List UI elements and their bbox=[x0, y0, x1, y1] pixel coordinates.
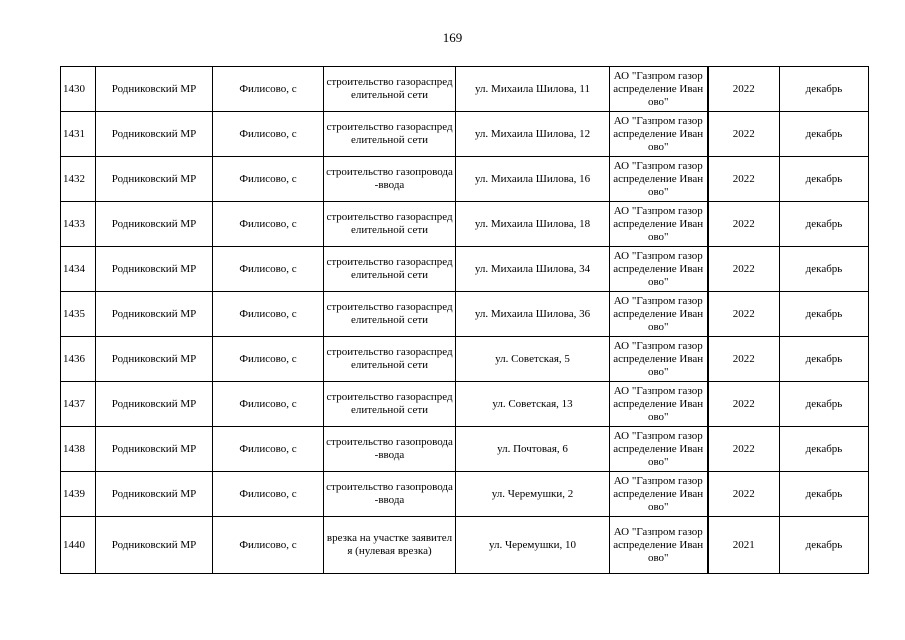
locality-cell: Филисово, с bbox=[213, 382, 324, 427]
month-cell: декабрь bbox=[780, 382, 869, 427]
table-row bbox=[61, 337, 869, 382]
district-cell: Родниковский МР bbox=[96, 157, 213, 202]
district-cell: Родниковский МР bbox=[96, 202, 213, 247]
table-row bbox=[61, 382, 869, 427]
address-cell: ул. Почтовая, 6 bbox=[456, 427, 610, 472]
row-number: 1430 bbox=[61, 67, 96, 112]
row-number: 1432 bbox=[61, 157, 96, 202]
month-cell: декабрь bbox=[780, 247, 869, 292]
month-cell: декабрь bbox=[780, 292, 869, 337]
month-cell: декабрь bbox=[780, 427, 869, 472]
table-row bbox=[61, 157, 869, 202]
row-number: 1437 bbox=[61, 382, 96, 427]
district-cell: Родниковский МР bbox=[96, 67, 213, 112]
year-cell: 2022 bbox=[708, 112, 780, 157]
district-cell: Родниковский МР bbox=[96, 337, 213, 382]
year-cell: 2022 bbox=[708, 157, 780, 202]
year-cell: 2022 bbox=[708, 247, 780, 292]
work-type-cell: врезка на участке заявителя (нулевая врезка) bbox=[324, 517, 456, 574]
address-cell: ул. Советская, 5 bbox=[456, 337, 610, 382]
locality-cell: Филисово, с bbox=[213, 112, 324, 157]
organization-cell: АО "Газпром газораспределение Иваново" bbox=[610, 427, 708, 472]
row-number: 1435 bbox=[61, 292, 96, 337]
address-cell: ул. Михаила Шилова, 34 bbox=[456, 247, 610, 292]
year-cell: 2022 bbox=[708, 337, 780, 382]
row-number: 1434 bbox=[61, 247, 96, 292]
row-number: 1436 bbox=[61, 337, 96, 382]
work-type-cell: строительство газораспределительной сети bbox=[324, 247, 456, 292]
locality-cell: Филисово, с bbox=[213, 67, 324, 112]
work-type-cell: строительство газораспределительной сети bbox=[324, 292, 456, 337]
locality-cell: Филисово, с bbox=[213, 202, 324, 247]
district-cell: Родниковский МР bbox=[96, 427, 213, 472]
table-row bbox=[61, 427, 869, 472]
year-cell: 2022 bbox=[708, 202, 780, 247]
year-cell: 2022 bbox=[708, 427, 780, 472]
organization-cell: АО "Газпром газораспределение Иваново" bbox=[610, 112, 708, 157]
organization-cell: АО "Газпром газораспределение Иваново" bbox=[610, 157, 708, 202]
year-cell: 2022 bbox=[708, 292, 780, 337]
locality-cell: Филисово, с bbox=[213, 157, 324, 202]
year-cell: 2022 bbox=[708, 382, 780, 427]
address-cell: ул. Михаила Шилова, 36 bbox=[456, 292, 610, 337]
district-cell: Родниковский МР bbox=[96, 292, 213, 337]
locality-cell: Филисово, с bbox=[213, 247, 324, 292]
work-type-cell: строительство газораспределительной сети bbox=[324, 337, 456, 382]
address-cell: ул. Михаила Шилова, 18 bbox=[456, 202, 610, 247]
year-cell: 2022 bbox=[708, 472, 780, 517]
organization-cell: АО "Газпром газораспределение Иваново" bbox=[610, 247, 708, 292]
table-row bbox=[61, 112, 869, 157]
month-cell: декабрь bbox=[780, 517, 869, 574]
month-cell: декабрь bbox=[780, 67, 869, 112]
work-type-cell: строительство газораспределительной сети bbox=[324, 382, 456, 427]
locality-cell: Филисово, с bbox=[213, 337, 324, 382]
organization-cell: АО "Газпром газораспределение Иваново" bbox=[610, 517, 708, 574]
organization-cell: АО "Газпром газораспределение Иваново" bbox=[610, 202, 708, 247]
row-number: 1431 bbox=[61, 112, 96, 157]
page-number: 169 bbox=[442, 30, 463, 45]
year-cell: 2021 bbox=[708, 517, 780, 574]
organization-cell: АО "Газпром газораспределение Иваново" bbox=[610, 382, 708, 427]
address-cell: ул. Черемушки, 10 bbox=[456, 517, 610, 574]
work-type-cell: строительство газораспределительной сети bbox=[324, 202, 456, 247]
organization-cell: АО "Газпром газораспределение Иваново" bbox=[610, 292, 708, 337]
district-cell: Родниковский МР bbox=[96, 517, 213, 574]
district-cell: Родниковский МР bbox=[96, 382, 213, 427]
month-cell: декабрь bbox=[780, 472, 869, 517]
address-cell: ул. Советская, 13 bbox=[456, 382, 610, 427]
table-row bbox=[61, 247, 869, 292]
locality-cell: Филисово, с bbox=[213, 472, 324, 517]
district-cell: Родниковский МР bbox=[96, 112, 213, 157]
address-cell: ул. Михаила Шилова, 16 bbox=[456, 157, 610, 202]
address-cell: ул. Михаила Шилова, 11 bbox=[456, 67, 610, 112]
district-cell: Родниковский МР bbox=[96, 247, 213, 292]
work-type-cell: строительство газораспределительной сети bbox=[324, 67, 456, 112]
work-type-cell: строительство газопровода-ввода bbox=[324, 157, 456, 202]
organization-cell: АО "Газпром газораспределение Иваново" bbox=[610, 472, 708, 517]
month-cell: декабрь bbox=[780, 157, 869, 202]
work-type-cell: строительство газораспределительной сети bbox=[324, 112, 456, 157]
address-cell: ул. Черемушки, 2 bbox=[456, 472, 610, 517]
table-row bbox=[61, 292, 869, 337]
table-row bbox=[61, 67, 869, 112]
year-cell: 2022 bbox=[708, 67, 780, 112]
locality-cell: Филисово, с bbox=[213, 427, 324, 472]
organization-cell: АО "Газпром газораспределение Иваново" bbox=[610, 67, 708, 112]
locality-cell: Филисово, с bbox=[213, 517, 324, 574]
gasification-schedule-table bbox=[60, 66, 869, 574]
table-row bbox=[61, 202, 869, 247]
month-cell: декабрь bbox=[780, 112, 869, 157]
row-number: 1438 bbox=[61, 427, 96, 472]
month-cell: декабрь bbox=[780, 337, 869, 382]
organization-cell: АО "Газпром газораспределение Иваново" bbox=[610, 337, 708, 382]
row-number: 1433 bbox=[61, 202, 96, 247]
table-row bbox=[61, 472, 869, 517]
work-type-cell: строительство газопровода-ввода bbox=[324, 472, 456, 517]
month-cell: декабрь bbox=[780, 202, 869, 247]
work-type-cell: строительство газопровода-ввода bbox=[324, 427, 456, 472]
row-number: 1439 bbox=[61, 472, 96, 517]
locality-cell: Филисово, с bbox=[213, 292, 324, 337]
table-row bbox=[61, 517, 869, 574]
district-cell: Родниковский МР bbox=[96, 472, 213, 517]
row-number: 1440 bbox=[61, 517, 96, 574]
address-cell: ул. Михаила Шилова, 12 bbox=[456, 112, 610, 157]
